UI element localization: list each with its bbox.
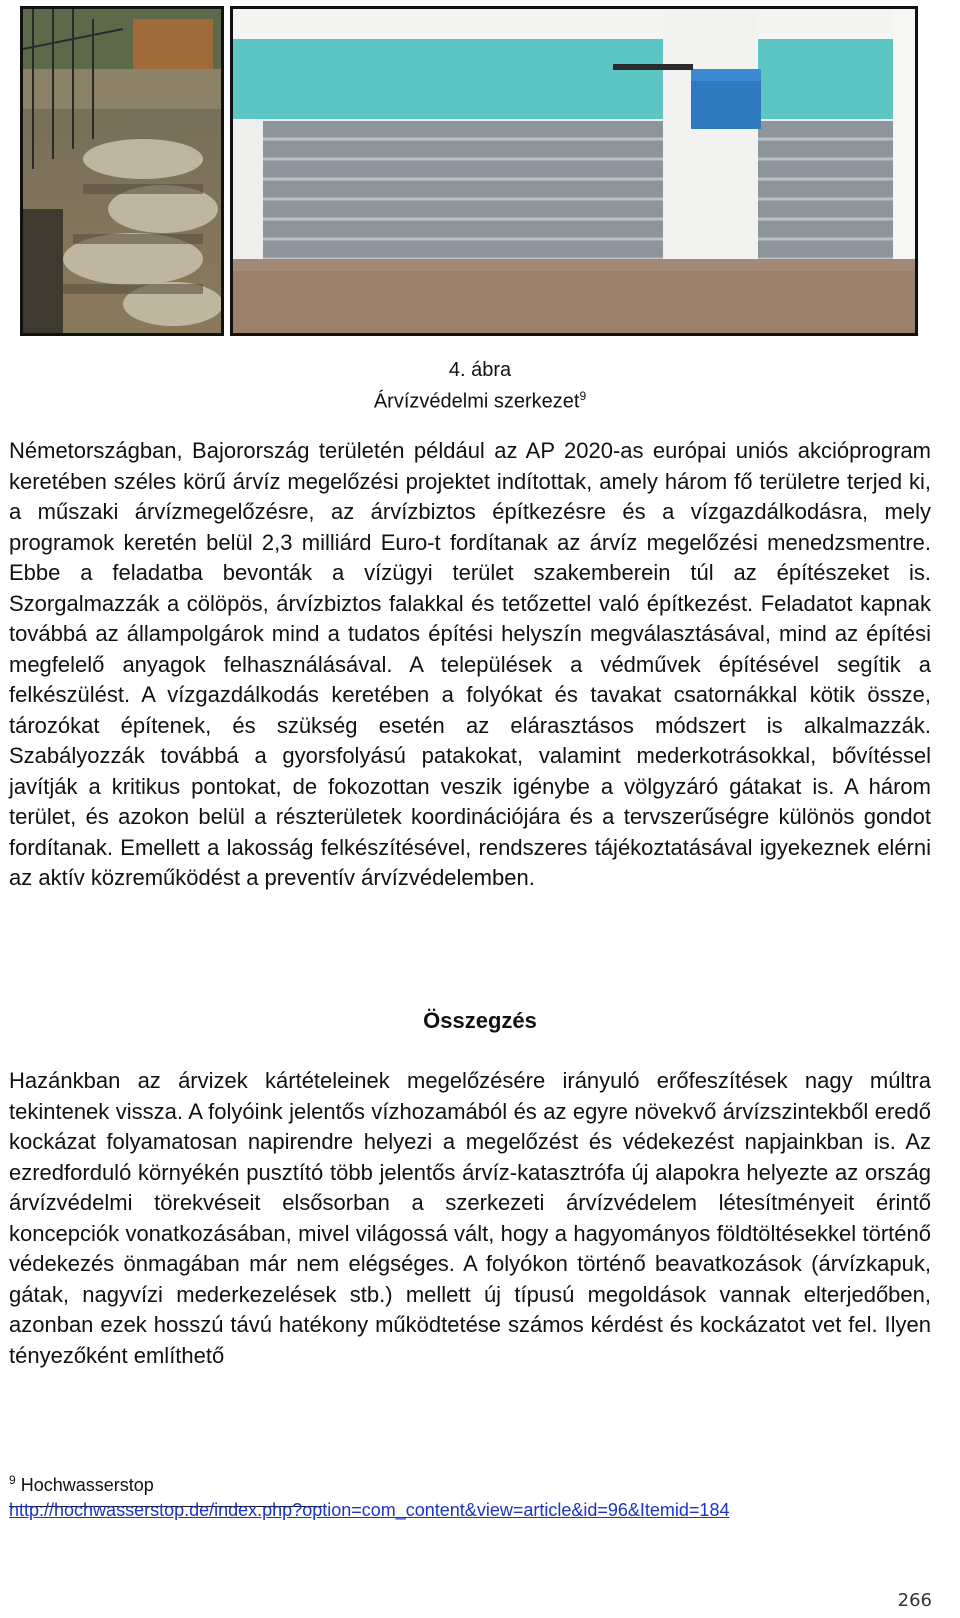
flood-steps-illustration — [23, 9, 222, 333]
footnote-link-row — [9, 1499, 729, 1521]
page-number: 266 — [897, 1590, 932, 1611]
figure-caption — [0, 383, 960, 415]
section-heading: Összegzés — [423, 1008, 537, 1033]
paragraph-summary: Hazánkban az árvizek kártételeinek megelőzésére irányuló erőfeszítések nagy múltra tekintenek vissza. A folyóink jelentős vízhozamából és az egyre növekvő árvízszintekből eredő kockázat folyamatosan napirendre helyezi a megelőzést és védekezést napjainkban is. Az ezredforduló környékén pusztító több jelentős árvíz-katasztrófa új alapokra helyezte az ország árvízvédelmi törekvéseit elsősorban a szerkezeti árvízvédelem létesítményeit érintő koncepciók vonatkozásában, mivel világossá vált, hogy a hagyományos földtöltésekkel történő védekezés önmagában már nem elégséges. A folyókon történő beavatkozások (árvízkapuk, gátak, nagyvízi mederkezelések stb.) mellett új típusú megoldások vannak elterjedőben, azonban ezek hosszú távú hatékony működtetése számos kérdést és kockázatot vet fel. Ilyen tényezőként említhető — [9, 1068, 931, 1368]
footnote — [9, 1469, 154, 1496]
footnote-link[interactable]: http://hochwasserstop.de/index.php?option=com_content&view=article&id=96&Itemid=184 — [9, 1500, 730, 1520]
footnote-text: Hochwasserstop — [20, 1475, 154, 1495]
flood-barrier-photo — [230, 6, 918, 336]
figure — [20, 6, 918, 336]
figure-title: Árvízvédelmi szerkezet — [373, 390, 580, 413]
flood-steps-photo — [20, 6, 224, 336]
flood-barrier-illustration — [233, 9, 918, 333]
paragraph-germany: Németországban, Bajorország területén például az AP 2020-as európai uniós akcióprogram keretében széles körű árvíz megelőzési projektet indítottak, amely három fő területre terjed ki, a műszaki árvízmegelőzésre, az árvízbiztos építkezésre és a vízgazdálkodásra, mely programok keretén belül 2,3 milliárd Euro-t fordítanak az árvíz megelőzési menedzsmentre. Ebbe a feladatba bevonták a vízügyi terület szakemberein túl az építészeket is. Szorgalmazzák a cölöpös, árvízbiztos falakkal és tetőzettel való építkezést. Feladatot kapnak továbbá az állampolgárok mind a tudatos építési helyszín megválasztásával, mind az építési megfelelő anyagok felhasználásával. A települések a védművek építésével segítik a felkészülést. A vízgazdálkodás keretében a folyókat és tavakat csatornákkal kötik össze, tározókat építenek, és szükség esetén az elárasztásos módszert is alkalmazzák. Szabályozzák továbbá a gyorsfolyású patakokat, valamint mederkotrásokkal, bővítéssel javítják a kritikus pontokat, de fokozottan veszik igénybe a völgyzáró gátakat is. A három terület, és azokon belül a részterületek koordinációjára és a tervszerűségre különös gondot fordítanak. Emellett a lakosság felkészítésével, rendszeres tájékoztatásával igyekeznek elérni az aktív közreműködést a preventív árvízvédelemben. — [9, 438, 931, 890]
footnote-number: 9 — [9, 1473, 16, 1487]
footnote-reference[interactable]: 9 — [579, 389, 587, 403]
figure-number: 4. ábra — [448, 359, 512, 381]
